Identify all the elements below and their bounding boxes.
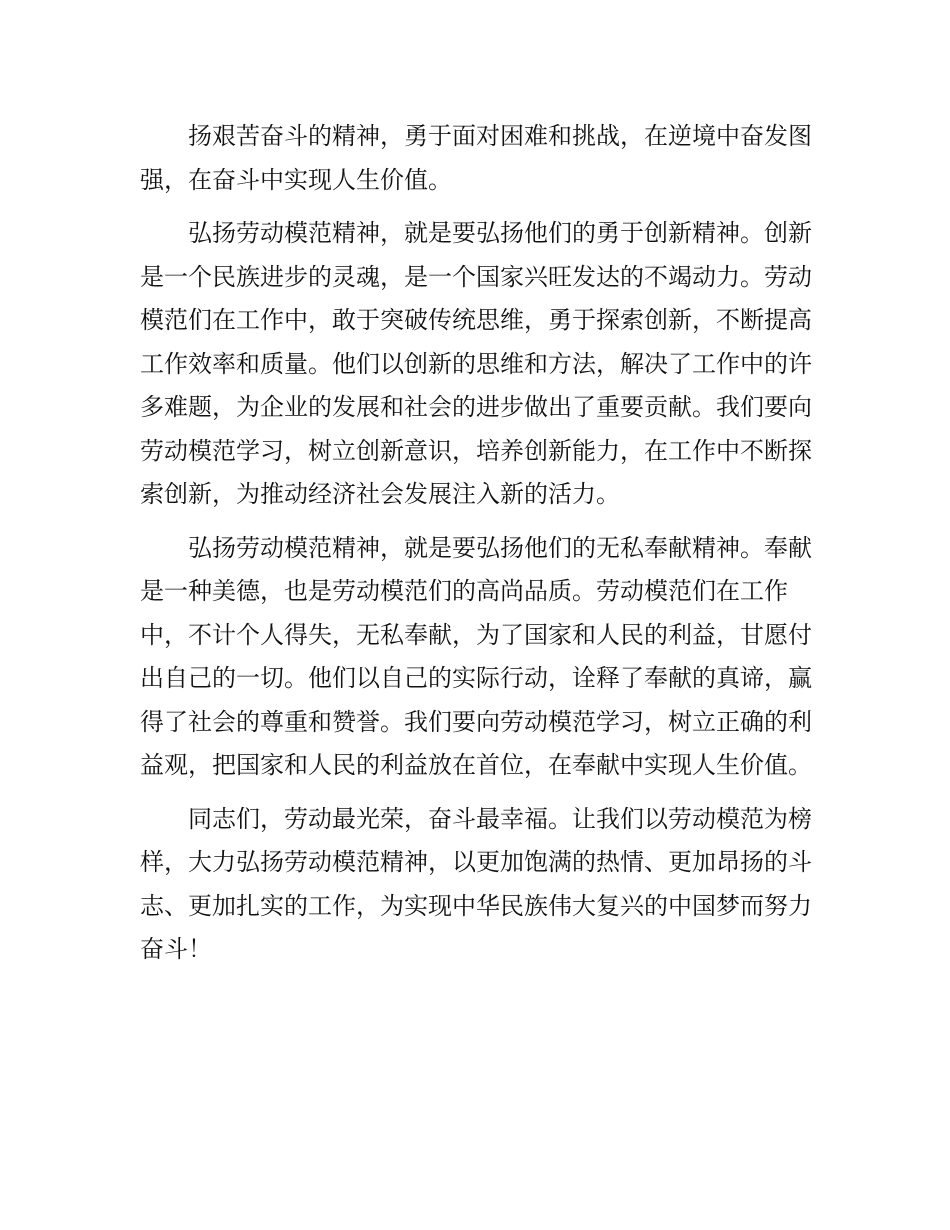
paragraph-4: 同志们，劳动最光荣，奋斗最幸福。让我们以劳动模范为榜样，大力弘扬劳动模范精神，以更加饱满的热情、更加昂扬的斗志、更加扎实的工作，为实现中华民族伟大复兴的中国梦而努力奋斗！ [140, 804, 812, 963]
paragraph-1: 扬艰苦奋斗的精神，勇于面对困难和挑战，在逆境中奋发图强，在奋斗中实现人生价值。 [140, 122, 812, 194]
paragraph-3: 弘扬劳动模范精神，就是要弘扬他们的无私奉献精神。奉献是一种美德，也是劳动模范们的高尚品质。劳动模范们在工作中，不计个人得失，无私奉献，为了国家和人民的利益，甘愿付出自己的一切。他们以自己的实际行动，诠释了奉献的真谛，赢得了社会的尊重和赞誉。我们要向劳动模范学习，树立正确的利益观，把国家和人民的利益放在首位，在奉献中实现人生价值。 [140, 533, 812, 779]
paragraph-2: 弘扬劳动模范精神，就是要弘扬他们的勇于创新精神。创新是一个民族进步的灵魂，是一个国家兴旺发达的不竭动力。劳动模范们在工作中，敢于突破传统思维，勇于探索创新，不断提高工作效率和质量。他们以创新的思维和方法，解决了工作中的许多难题，为企业的发展和社会的进步做出了重要贡献。我们要向劳动模范学习，树立创新意识，培养创新能力，在工作中不断探索创新，为推动经济社会发展注入新的活力。 [140, 219, 812, 508]
document-body [140, 115, 812, 982]
